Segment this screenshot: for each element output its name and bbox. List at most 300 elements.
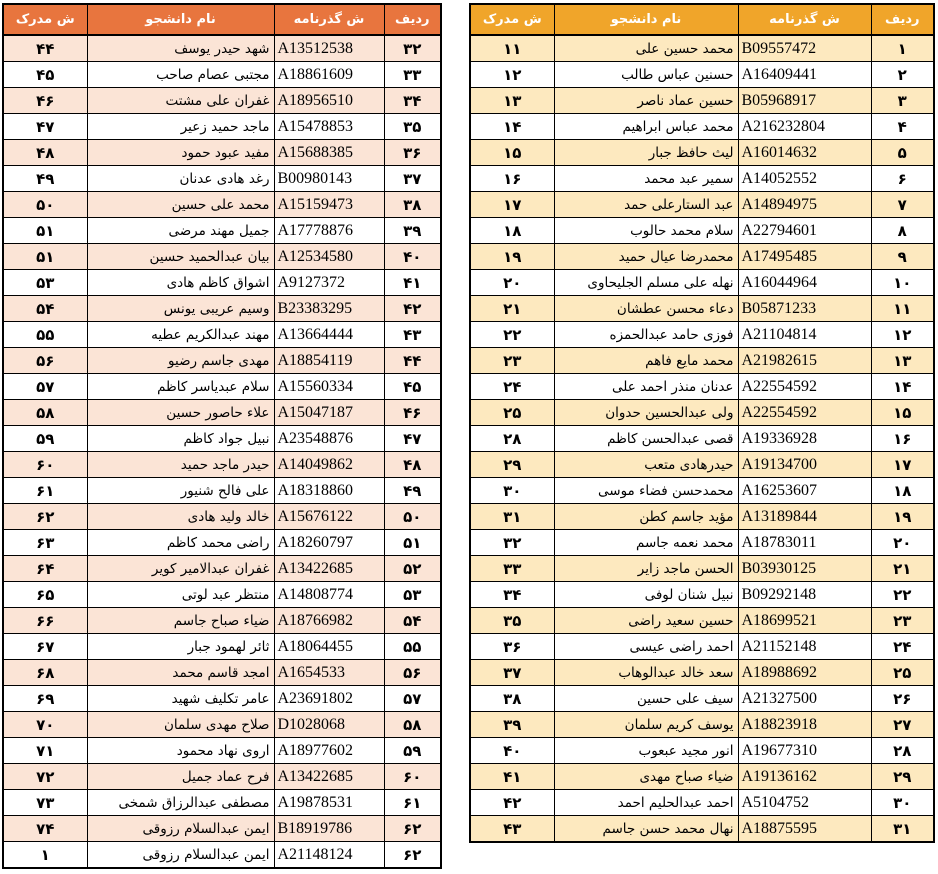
cell-code: ۵۳ (3, 270, 87, 296)
cell-radif: ۵۹ (384, 738, 441, 764)
cell-radif: ۱۲ (871, 322, 934, 348)
cell-code: ۵۰ (3, 192, 87, 218)
cell-passport: A18977602 (274, 738, 384, 764)
cell-passport: B09557472 (738, 35, 871, 62)
cell-radif: ۲۸ (871, 738, 934, 764)
cell-code: ۶۷ (3, 634, 87, 660)
cell-code: ۶۱ (3, 478, 87, 504)
cell-name: مهند عبدالکریم عطیه (87, 322, 274, 348)
cell-passport: A18956510 (274, 88, 384, 114)
students-table-right (469, 3, 935, 843)
cell-radif: ۱۸ (871, 478, 934, 504)
table-row (3, 634, 441, 660)
cell-passport: A18988692 (738, 660, 871, 686)
cell-radif: ۵۲ (384, 556, 441, 582)
cell-passport: A19878531 (274, 790, 384, 816)
cell-name: حسنین عباس طالب (554, 62, 738, 88)
cell-radif: ۳۲ (384, 35, 441, 62)
cell-name: اشواق کاظم هادی (87, 270, 274, 296)
cell-code: ۴۱ (470, 764, 554, 790)
cell-passport: A18064455 (274, 634, 384, 660)
table-row (3, 62, 441, 88)
cell-passport: A21104814 (738, 322, 871, 348)
cell-code: ۱۳ (470, 88, 554, 114)
cell-passport: A15047187 (274, 400, 384, 426)
cell-name: رغد هادی عدنان (87, 166, 274, 192)
cell-name: مفید عبود حمود (87, 140, 274, 166)
cell-radif: ۵۱ (384, 530, 441, 556)
cell-passport: A17778876 (274, 218, 384, 244)
table-row (470, 140, 934, 166)
cell-passport: B00980143 (274, 166, 384, 192)
cell-name: جمیل مهند مرضی (87, 218, 274, 244)
cell-passport: A9127372 (274, 270, 384, 296)
cell-name: لیث حافظ جبار (554, 140, 738, 166)
cell-name: ضیاء صباح جاسم (87, 608, 274, 634)
cell-radif: ۲۷ (871, 712, 934, 738)
cell-radif: ۱۷ (871, 452, 934, 478)
cell-name: محمد مایع فاهم (554, 348, 738, 374)
cell-code: ۵۸ (3, 400, 87, 426)
cell-passport: A1654533 (274, 660, 384, 686)
cell-code: ۷۲ (3, 764, 87, 790)
cell-name: سمیر عبد محمد (554, 166, 738, 192)
cell-radif: ۳۰ (871, 790, 934, 816)
table-row (3, 88, 441, 114)
header-radif: ردیف (384, 4, 441, 35)
cell-radif: ۴۴ (384, 348, 441, 374)
cell-code: ۴۸ (3, 140, 87, 166)
table-row (470, 556, 934, 582)
cell-radif: ۸ (871, 218, 934, 244)
cell-radif: ۱ (871, 35, 934, 62)
cell-radif: ۵۴ (384, 608, 441, 634)
cell-name: غفران علی مشتت (87, 88, 274, 114)
cell-name: علی فالح شنیور (87, 478, 274, 504)
cell-passport: A14808774 (274, 582, 384, 608)
cell-passport: A13189844 (738, 504, 871, 530)
cell-code: ۱ (3, 842, 87, 869)
cell-code: ۶۸ (3, 660, 87, 686)
cell-radif: ۴۸ (384, 452, 441, 478)
table-row (470, 296, 934, 322)
cell-passport: A22794601 (738, 218, 871, 244)
cell-passport: A18875595 (738, 816, 871, 843)
cell-code: ۱۴ (470, 114, 554, 140)
table-row (470, 426, 934, 452)
cell-passport: A19136162 (738, 764, 871, 790)
table-row (3, 192, 441, 218)
cell-passport: A18854119 (274, 348, 384, 374)
cell-name: عدنان منذر احمد علی (554, 374, 738, 400)
table-body (470, 35, 934, 842)
cell-code: ۳۵ (470, 608, 554, 634)
cell-name: بیان عبدالحمید حسین (87, 244, 274, 270)
cell-code: ۲۴ (470, 374, 554, 400)
cell-passport: A18861609 (274, 62, 384, 88)
cell-radif: ۵۳ (384, 582, 441, 608)
cell-radif: ۳۳ (384, 62, 441, 88)
table-row (3, 218, 441, 244)
cell-passport: A19336928 (738, 426, 871, 452)
table-row (470, 322, 934, 348)
cell-radif: ۱۶ (871, 426, 934, 452)
cell-passport: A18699521 (738, 608, 871, 634)
table-row (470, 62, 934, 88)
cell-code: ۷۱ (3, 738, 87, 764)
cell-radif: ۳۸ (384, 192, 441, 218)
cell-passport: A19677310 (738, 738, 871, 764)
cell-name: ضیاء صباح مهدی (554, 764, 738, 790)
cell-passport: A22554592 (738, 400, 871, 426)
table-row (470, 218, 934, 244)
cell-passport: A15560334 (274, 374, 384, 400)
table-row (3, 322, 441, 348)
cell-code: ۲۵ (470, 400, 554, 426)
table-row (3, 556, 441, 582)
cell-code: ۳۲ (470, 530, 554, 556)
cell-name: مصطفی عبدالرزاق شمخی (87, 790, 274, 816)
cell-passport: B23383295 (274, 296, 384, 322)
cell-passport: D1028068 (274, 712, 384, 738)
cell-code: ۵۶ (3, 348, 87, 374)
cell-name: شهد حیدر یوسف (87, 35, 274, 62)
cell-code: ۶۹ (3, 686, 87, 712)
cell-passport: A14052552 (738, 166, 871, 192)
table-row (3, 400, 441, 426)
cell-name: محمدحسن فضاء موسی (554, 478, 738, 504)
cell-code: ۴۴ (3, 35, 87, 62)
cell-name: اروی نهاد محمود (87, 738, 274, 764)
cell-passport: A23691802 (274, 686, 384, 712)
table-row (3, 478, 441, 504)
cell-radif: ۲۴ (871, 634, 934, 660)
cell-code: ۵۵ (3, 322, 87, 348)
cell-name: محمد علی حسین (87, 192, 274, 218)
header-code: ش مدرک (3, 4, 87, 35)
cell-code: ۳۳ (470, 556, 554, 582)
cell-name: علاء حاصور حسین (87, 400, 274, 426)
cell-radif: ۴۶ (384, 400, 441, 426)
table-row (470, 88, 934, 114)
header-radif: ردیف (871, 4, 934, 35)
cell-passport: A16409441 (738, 62, 871, 88)
cell-name: منتظر عبد لوتی (87, 582, 274, 608)
cell-radif: ۳۶ (384, 140, 441, 166)
cell-name: مجتبی عصام صاحب (87, 62, 274, 88)
cell-name: محمد حسین علی (554, 35, 738, 62)
cell-name: حسین عماد ناصر (554, 88, 738, 114)
cell-name: یوسف کریم سلمان (554, 712, 738, 738)
cell-name: مهدی جاسم رضیو (87, 348, 274, 374)
cell-name: حسین سعید راضی (554, 608, 738, 634)
cell-name: احمد عبدالحلیم احمد (554, 790, 738, 816)
table-row (3, 244, 441, 270)
cell-code: ۲۸ (470, 426, 554, 452)
cell-code: ۵۱ (3, 244, 87, 270)
cell-passport: A13422685 (274, 764, 384, 790)
table-row (470, 374, 934, 400)
cell-passport: A13422685 (274, 556, 384, 582)
table-row (3, 738, 441, 764)
cell-code: ۲۱ (470, 296, 554, 322)
cell-name: نبیل جواد کاظم (87, 426, 274, 452)
cell-radif: ۵۶ (384, 660, 441, 686)
cell-passport: A12534580 (274, 244, 384, 270)
cell-radif: ۳۵ (384, 114, 441, 140)
cell-name: ماجد حمید زعیر (87, 114, 274, 140)
cell-passport: A19134700 (738, 452, 871, 478)
cell-code: ۶۰ (3, 452, 87, 478)
cell-passport: A216232804 (738, 114, 871, 140)
cell-radif: ۴۲ (384, 296, 441, 322)
table-body (3, 35, 441, 868)
cell-code: ۷۳ (3, 790, 87, 816)
cell-name: ولی عبدالحسین حدوان (554, 400, 738, 426)
cell-name: سلام محمد حالوب (554, 218, 738, 244)
table-row (470, 244, 934, 270)
table-row (470, 452, 934, 478)
cell-name: ایمن عبدالسلام رزوقی (87, 816, 274, 842)
cell-name: حیدر ماجد حمید (87, 452, 274, 478)
cell-passport: A13512538 (274, 35, 384, 62)
cell-radif: ۲۲ (871, 582, 934, 608)
cell-name: غفران عبدالامیر کویر (87, 556, 274, 582)
cell-radif: ۱۴ (871, 374, 934, 400)
table-row (470, 660, 934, 686)
table-row (470, 504, 934, 530)
cell-radif: ۴۰ (384, 244, 441, 270)
cell-name: حیدرهادی متعب (554, 452, 738, 478)
cell-code: ۶۲ (3, 504, 87, 530)
table-row (3, 374, 441, 400)
cell-passport: A21152148 (738, 634, 871, 660)
cell-name: راضی محمد کاظم (87, 530, 274, 556)
cell-code: ۴۶ (3, 88, 87, 114)
cell-code: ۷۴ (3, 816, 87, 842)
cell-radif: ۳۱ (871, 816, 934, 843)
cell-radif: ۵۷ (384, 686, 441, 712)
cell-name: نهال محمد حسن جاسم (554, 816, 738, 843)
cell-name: سیف علی حسین (554, 686, 738, 712)
table-row (470, 478, 934, 504)
cell-passport: A18766982 (274, 608, 384, 634)
cell-radif: ۶ (871, 166, 934, 192)
cell-passport: A21327500 (738, 686, 871, 712)
cell-name: محمد عباس ابراهیم (554, 114, 738, 140)
table-header (470, 4, 934, 35)
table-row (470, 712, 934, 738)
cell-radif: ۴۳ (384, 322, 441, 348)
cell-passport: A15478853 (274, 114, 384, 140)
cell-name: احمد راضی عیسی (554, 634, 738, 660)
cell-name: فرح عماد جمیل (87, 764, 274, 790)
cell-passport: A21982615 (738, 348, 871, 374)
cell-radif: ۲۱ (871, 556, 934, 582)
cell-passport: A18783011 (738, 530, 871, 556)
cell-radif: ۶۲ (384, 816, 441, 842)
cell-code: ۱۱ (470, 35, 554, 62)
cell-radif: ۳۴ (384, 88, 441, 114)
table-row (470, 608, 934, 634)
table-row (3, 842, 441, 869)
cell-code: ۳۹ (470, 712, 554, 738)
cell-name: امجد قاسم محمد (87, 660, 274, 686)
table-row (3, 582, 441, 608)
cell-name: نبیل شنان لوفی (554, 582, 738, 608)
cell-radif: ۶۱ (384, 790, 441, 816)
cell-code: ۱۹ (470, 244, 554, 270)
cell-code: ۷۰ (3, 712, 87, 738)
table-row (3, 790, 441, 816)
table-row (3, 504, 441, 530)
cell-radif: ۲۰ (871, 530, 934, 556)
cell-name: سلام عبدیاسر کاظم (87, 374, 274, 400)
cell-code: ۲۰ (470, 270, 554, 296)
cell-code: ۳۸ (470, 686, 554, 712)
cell-name: دعاء محسن عطشان (554, 296, 738, 322)
table-row (470, 166, 934, 192)
table-row (3, 712, 441, 738)
table-row (470, 686, 934, 712)
cell-name: محمدرضا عیال حمید (554, 244, 738, 270)
cell-name: الحسن ماجد زایر (554, 556, 738, 582)
cell-radif: ۲۶ (871, 686, 934, 712)
header-passport: ش گذرنامه (274, 4, 384, 35)
cell-code: ۳۴ (470, 582, 554, 608)
cell-radif: ۴ (871, 114, 934, 140)
cell-radif: ۵۸ (384, 712, 441, 738)
cell-passport: B05968917 (738, 88, 871, 114)
cell-name: سعد خالد عبدالوهاب (554, 660, 738, 686)
table-row (470, 114, 934, 140)
cell-name: قصی عبدالحسن کاظم (554, 426, 738, 452)
table-row (3, 114, 441, 140)
cell-radif: ۱۵ (871, 400, 934, 426)
cell-code: ۱۶ (470, 166, 554, 192)
table-row (3, 764, 441, 790)
cell-name: صلاح مهدی سلمان (87, 712, 274, 738)
cell-passport: B18919786 (274, 816, 384, 842)
cell-radif: ۶۲ (384, 842, 441, 869)
cell-passport: B03930125 (738, 556, 871, 582)
cell-radif: ۷ (871, 192, 934, 218)
cell-radif: ۵ (871, 140, 934, 166)
cell-radif: ۲ (871, 62, 934, 88)
cell-passport: A15676122 (274, 504, 384, 530)
students-table-left (2, 3, 442, 869)
cell-code: ۴۰ (470, 738, 554, 764)
cell-passport: A15688385 (274, 140, 384, 166)
cell-name: انور مجید عبعوب (554, 738, 738, 764)
cell-passport: A23548876 (274, 426, 384, 452)
table-row (470, 790, 934, 816)
cell-passport: A16253607 (738, 478, 871, 504)
cell-code: ۳۱ (470, 504, 554, 530)
cell-passport: B05871233 (738, 296, 871, 322)
cell-name: عامر تکلیف شهید (87, 686, 274, 712)
table-row (470, 634, 934, 660)
cell-radif: ۵۰ (384, 504, 441, 530)
cell-passport: A16014632 (738, 140, 871, 166)
cell-passport: A17495485 (738, 244, 871, 270)
table-row (470, 348, 934, 374)
cell-passport: A16044964 (738, 270, 871, 296)
table-row (470, 816, 934, 843)
cell-code: ۶۴ (3, 556, 87, 582)
table-row (470, 400, 934, 426)
cell-code: ۲۹ (470, 452, 554, 478)
cell-passport: A14049862 (274, 452, 384, 478)
cell-passport: A13664444 (274, 322, 384, 348)
table-row (3, 816, 441, 842)
cell-name: ثائر لهمود جبار (87, 634, 274, 660)
cell-name: عبد الستارعلی حمد (554, 192, 738, 218)
cell-radif: ۵۵ (384, 634, 441, 660)
cell-name: وسیم عریبی یونس (87, 296, 274, 322)
cell-code: ۶۵ (3, 582, 87, 608)
header-passport: ش گذرنامه (738, 4, 871, 35)
cell-passport: A21148124 (274, 842, 384, 869)
table-row (3, 608, 441, 634)
cell-code: ۴۹ (3, 166, 87, 192)
cell-name: فوزی حامد عبدالحمزه (554, 322, 738, 348)
cell-code: ۵۴ (3, 296, 87, 322)
header-name: نام دانشجو (554, 4, 738, 35)
cell-code: ۱۸ (470, 218, 554, 244)
cell-radif: ۱۹ (871, 504, 934, 530)
cell-code: ۱۵ (470, 140, 554, 166)
table-row (3, 452, 441, 478)
header-name: نام دانشجو (87, 4, 274, 35)
table-row (3, 686, 441, 712)
table-row (470, 582, 934, 608)
cell-radif: ۱۱ (871, 296, 934, 322)
cell-passport: A5104752 (738, 790, 871, 816)
table-row (470, 764, 934, 790)
table-row (3, 35, 441, 62)
table-row (470, 738, 934, 764)
table-row (3, 140, 441, 166)
table-row (3, 348, 441, 374)
table-row (470, 192, 934, 218)
cell-radif: ۴۵ (384, 374, 441, 400)
cell-code: ۱۷ (470, 192, 554, 218)
cell-code: ۴۷ (3, 114, 87, 140)
table-row (470, 270, 934, 296)
cell-code: ۳۰ (470, 478, 554, 504)
cell-code: ۴۵ (3, 62, 87, 88)
cell-code: ۲۳ (470, 348, 554, 374)
cell-code: ۴۲ (470, 790, 554, 816)
table-row (3, 296, 441, 322)
cell-radif: ۱۰ (871, 270, 934, 296)
table-row (3, 426, 441, 452)
cell-name: ایمن عبدالسلام رزوقی (87, 842, 274, 869)
cell-code: ۶۳ (3, 530, 87, 556)
cell-code: ۳۷ (470, 660, 554, 686)
cell-radif: ۴۱ (384, 270, 441, 296)
table-header (3, 4, 441, 35)
cell-passport: A14894975 (738, 192, 871, 218)
cell-name: خالد ولید هادی (87, 504, 274, 530)
cell-passport: A18823918 (738, 712, 871, 738)
cell-radif: ۹ (871, 244, 934, 270)
cell-passport: A15159473 (274, 192, 384, 218)
cell-name: نهله علی مسلم الجلیحاوی (554, 270, 738, 296)
cell-radif: ۳ (871, 88, 934, 114)
cell-name: محمد نعمه جاسم (554, 530, 738, 556)
